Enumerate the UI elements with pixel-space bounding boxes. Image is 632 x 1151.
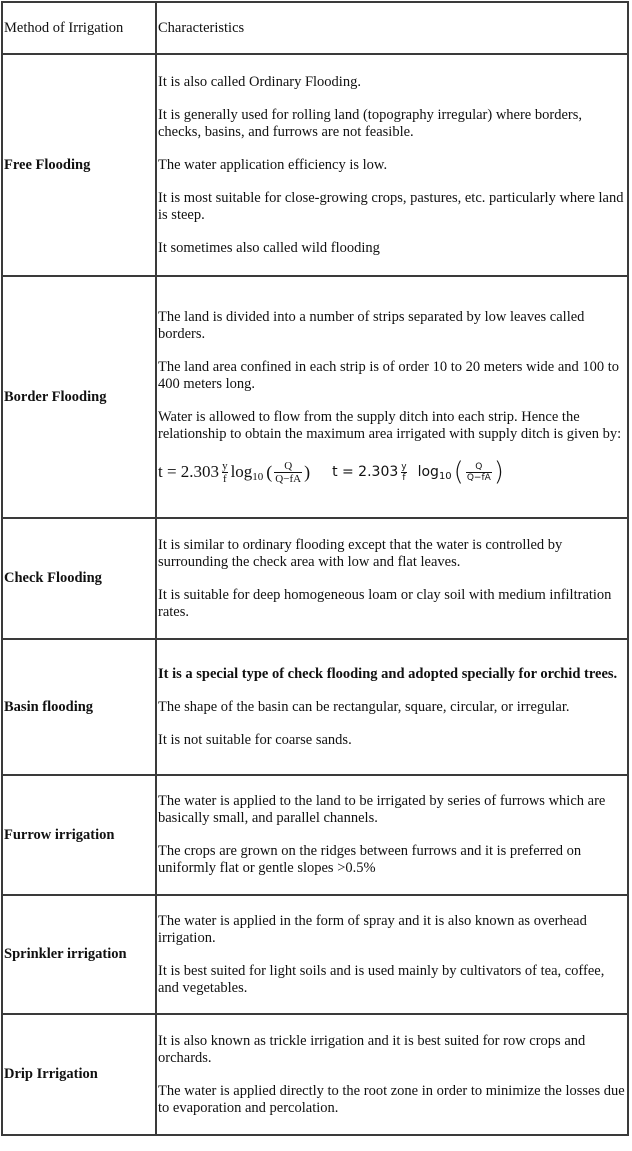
table-header-row — [2, 2, 628, 54]
characteristic: It is a special type of check flooding and adopted specially for orchid trees. — [158, 665, 618, 682]
fraction-q-over-q-minus-fa — [274, 460, 302, 485]
characteristics-cell — [156, 1014, 628, 1135]
log-base: 10 — [438, 471, 452, 482]
close-paren: ) — [493, 457, 504, 487]
characteristic: Water is allowed to flow from the supply ditch into each strip. Hence the relationship to obtain the maximum area irrigated with supply ditch is given by: — [158, 409, 622, 442]
log-label: log — [417, 464, 439, 480]
formula-1 — [158, 460, 310, 485]
characteristic: It is generally used for rolling land (topography irregular) where borders, checks, basins, and furrows are not feasible. — [158, 106, 582, 140]
fraction-denominator: f — [222, 472, 227, 485]
characteristics-cell — [156, 54, 628, 276]
irrigation-methods-table — [1, 1, 629, 1136]
characteristics-cell — [156, 775, 628, 895]
characteristic: It is also known as trickle irrigation and it is best suited for row crops and orchards. — [158, 1032, 586, 1066]
fraction-denominator: Q−fA — [466, 472, 491, 483]
characteristic: It is not suitable for coarse sands. — [158, 731, 352, 748]
method-cell: Basin flooding — [2, 639, 156, 775]
header-method: Method of Irrigation — [2, 2, 156, 54]
fraction-numerator: Q — [284, 459, 293, 472]
table-row — [2, 518, 628, 639]
characteristic: The water is applied directly to the root zone in order to minimize the losses due to evaporation and percolation. — [158, 1082, 625, 1116]
characteristic: It is best suited for light soils and is used mainly by cultivators of tea, coffee, and vegetables. — [158, 962, 605, 996]
fraction-denominator: Q−fA — [275, 472, 302, 485]
log-base: 10 — [252, 471, 264, 483]
characteristic: The crops are grown on the ridges between furrows and it is preferred on uniformly flat or gentle slopes >0.5% — [158, 843, 582, 876]
table-row — [2, 54, 628, 276]
fraction-y-over-f — [221, 460, 229, 485]
characteristic: The water application efficiency is low. — [158, 156, 388, 173]
characteristics-cell — [156, 518, 628, 639]
method-cell: Drip Irrigation — [2, 1014, 156, 1135]
characteristics-cell — [156, 895, 628, 1014]
fraction-q-over-q-minus-fa — [466, 462, 492, 483]
fraction-denominator: f — [402, 472, 406, 483]
method-cell: Check Flooding — [2, 518, 156, 639]
characteristic: The water is applied in the form of spray and it is also known as overhead irrigation. — [158, 912, 587, 946]
formula-2 — [332, 459, 504, 485]
formula-lhs: t = 2.303 — [158, 462, 220, 481]
method-cell: Border Flooding — [2, 276, 156, 518]
method-cell: Sprinkler irrigation — [2, 895, 156, 1014]
fraction-y-over-f — [400, 462, 407, 483]
fraction-numerator: y — [222, 459, 228, 472]
formula-lhs: t = 2.303 — [332, 464, 399, 480]
fraction-numerator: y — [401, 461, 407, 472]
log-label: log — [230, 462, 253, 481]
method-cell: Furrow irrigation — [2, 775, 156, 895]
characteristics-cell — [156, 276, 628, 518]
open-paren: ( — [266, 462, 273, 482]
characteristic: It is similar to ordinary flooding except that the water is controlled by surrounding the check area with low and flat leaves. — [158, 536, 563, 570]
table-row — [2, 639, 628, 775]
table-row — [2, 1014, 628, 1135]
header-characteristics: Characteristics — [156, 2, 628, 54]
open-paren: ( — [453, 457, 464, 487]
close-paren: ) — [304, 462, 311, 482]
table-row — [2, 276, 628, 518]
characteristic: The shape of the basin can be rectangular, square, circular, or irregular. — [158, 698, 570, 715]
table-row — [2, 775, 628, 895]
characteristic: The land is divided into a number of strips separated by low leaves called borders. — [158, 309, 585, 342]
characteristic: It is most suitable for close-growing crops, pastures, etc. particularly where land is steep. — [158, 189, 624, 223]
characteristic: It is suitable for deep homogeneous loam or clay soil with medium infiltration rates. — [158, 586, 612, 620]
characteristics-cell — [156, 639, 628, 775]
fraction-numerator: Q — [475, 461, 483, 472]
method-cell: Free Flooding — [2, 54, 156, 276]
characteristic: It is also called Ordinary Flooding. — [158, 73, 361, 90]
characteristic: It sometimes also called wild flooding — [158, 239, 380, 256]
table-row — [2, 895, 628, 1014]
formula-line — [158, 459, 626, 485]
characteristic: The land area confined in each strip is of order 10 to 20 meters wide and 100 to 400 meters long. — [158, 359, 620, 392]
characteristic: The water is applied to the land to be irrigated by series of furrows which are basically small, and parallel channels. — [158, 793, 606, 826]
